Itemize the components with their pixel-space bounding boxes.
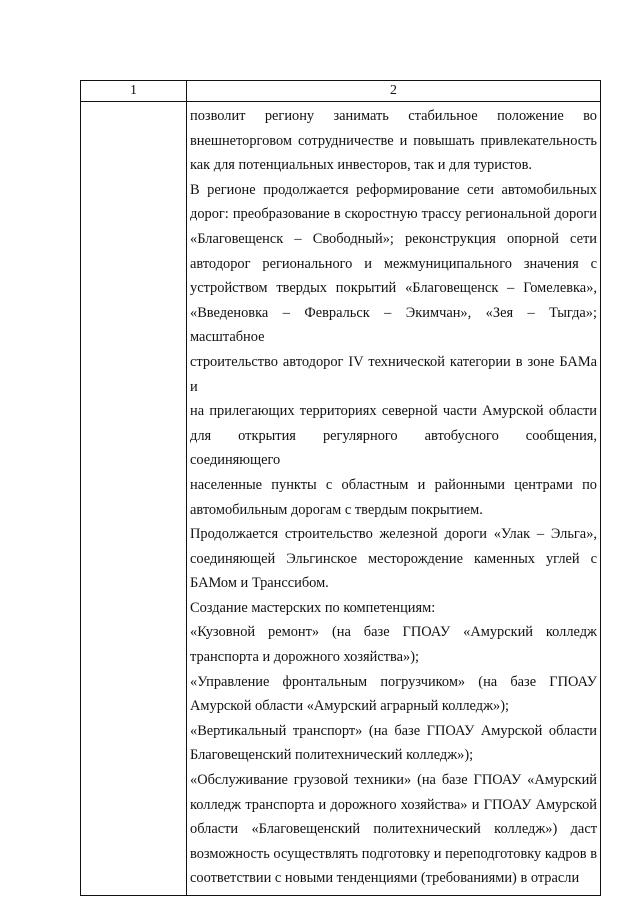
text-line: автодорог регионального и межмуниципального значения с xyxy=(190,255,597,272)
text-line: Создание мастерских по компетенциям: xyxy=(190,599,436,616)
text-line: соответствии с новыми тенденциями (требованиями) в отрасли xyxy=(190,870,580,887)
paragraph xyxy=(190,670,597,719)
text-line: «Вертикальный транспорт» (на базе ГПОАУ Амурской области xyxy=(190,722,597,739)
text-line: «Благовещенск – Свободный»; реконструкция опорной сети xyxy=(190,230,597,247)
paragraph xyxy=(190,596,597,621)
text-line: внешнеторговом сотрудничестве и повышать привлекательность xyxy=(190,132,597,149)
table-header-row xyxy=(81,81,601,102)
text-line: для открытия регулярного автобусного сообщения, соединяющего xyxy=(190,427,597,469)
text-line: «Кузовной ремонт» (на базе ГПОАУ «Амурский колледж xyxy=(190,624,597,641)
header-col-2: 2 xyxy=(187,81,601,102)
text-line: БАМом и Транссибом. xyxy=(190,575,329,592)
text-line: «Управление фронтальным погрузчиком» (на базе ГПОАУ xyxy=(190,673,597,690)
paragraph xyxy=(190,522,597,596)
text-line: дорог: преобразование в скоростную трассу региональной дороги xyxy=(190,206,597,223)
document-table xyxy=(80,80,601,896)
paragraph xyxy=(190,178,597,522)
text-line: Амурской области «Амурский аграрный колледж»); xyxy=(190,698,510,715)
paragraph xyxy=(190,768,597,891)
text-line: позволит региону занимать стабильное положение во xyxy=(190,108,597,124)
text-line: соединяющей Эльгинское месторождение каменных углей с xyxy=(190,550,597,567)
content-cell xyxy=(187,102,601,896)
text-line: Благовещенский политехнический колледж»); xyxy=(190,747,474,764)
text-line: на прилегающих территориях северной части Амурской области xyxy=(190,403,597,420)
text-line: Продолжается строительство железной дороги «Улак – Эльга», xyxy=(190,526,597,543)
header-col-1: 1 xyxy=(81,81,187,102)
text-line: области «Благовещенский политехнический колледж») даст xyxy=(190,821,597,838)
text-line: устройством твердых покрытий «Благовещенск – Гомелевка», xyxy=(190,280,597,297)
text-line: возможность осуществлять подготовку и переподготовку кадров в xyxy=(190,845,597,862)
table-body-row xyxy=(81,102,601,896)
text-line: населенные пункты с областным и районными центрами по xyxy=(190,476,597,493)
text-line: «Обслуживание грузовой техники» (на базе ГПОАУ «Амурский xyxy=(190,772,597,789)
text-line: строительство автодорог IV технической категории в зоне БАМа и xyxy=(190,353,597,395)
text-line: колледж транспорта и дорожного хозяйства» и ГПОАУ Амурской xyxy=(190,796,597,813)
text-line: В регионе продолжается реформирование сети автомобильных xyxy=(190,181,597,198)
paragraph xyxy=(190,719,597,768)
paragraph xyxy=(190,104,597,178)
text-line: автомобильным дорогам с твердым покрытием. xyxy=(190,501,483,518)
text-line: «Введеновка – Февральск – Экимчан», «Зея – Тыгда»; масштабное xyxy=(190,304,597,346)
text-line: транспорта и дорожного хозяйства»); xyxy=(190,649,420,666)
paragraph xyxy=(190,620,597,669)
text-line: как для потенциальных инвесторов, так и для туристов. xyxy=(190,157,533,174)
empty-left-cell xyxy=(81,102,187,896)
